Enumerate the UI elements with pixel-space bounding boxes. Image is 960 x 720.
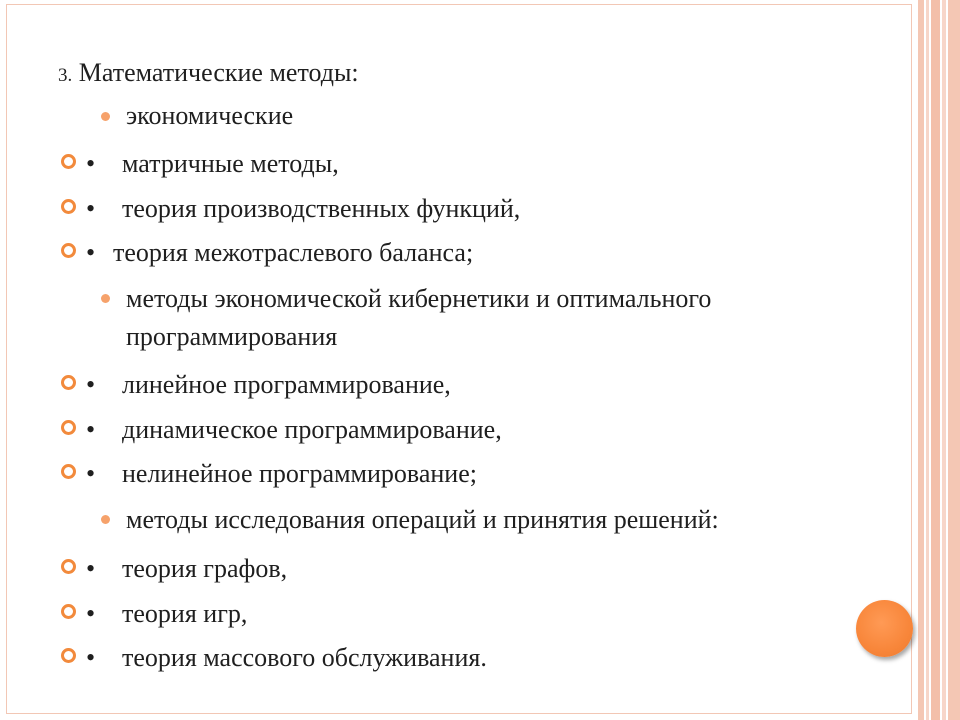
list-item-text: теория производственных функций, bbox=[122, 194, 521, 223]
ring-bullet-icon bbox=[61, 199, 76, 214]
sub-bullet-dot-icon bbox=[101, 112, 110, 121]
ring-bullet-icon bbox=[61, 420, 76, 435]
list-item-text: теория графов, bbox=[122, 554, 288, 583]
decorative-stripe bbox=[931, 0, 940, 720]
slide-heading bbox=[58, 58, 359, 91]
ring-bullet-icon bbox=[61, 243, 76, 258]
bullet-glyph: • bbox=[86, 459, 96, 488]
sub-item-text-continued: программирования bbox=[126, 322, 338, 351]
ring-bullet-icon bbox=[61, 154, 76, 169]
list-item-text: динамическое программирование, bbox=[122, 415, 502, 444]
sub-item-text: экономические bbox=[126, 101, 294, 130]
sub-bullet-dot-icon bbox=[101, 515, 110, 524]
decorative-stripe bbox=[942, 0, 946, 720]
list-item-text: теория массового обслуживания. bbox=[122, 643, 487, 672]
decorative-stripe bbox=[918, 0, 924, 720]
bullet-glyph: • bbox=[86, 643, 96, 672]
ring-bullet-icon bbox=[61, 559, 76, 574]
ring-bullet-icon bbox=[61, 648, 76, 663]
list-item-text: нелинейное программирование; bbox=[122, 459, 477, 488]
sub-bullet-dot-icon bbox=[101, 294, 110, 303]
decorative-stripe bbox=[926, 0, 929, 720]
bullet-glyph: • bbox=[86, 599, 96, 628]
bullet-glyph: • bbox=[86, 149, 96, 178]
decorative-orange-circle bbox=[856, 600, 913, 657]
list-item-text: теория игр, bbox=[122, 599, 248, 628]
list-item-text: линейное программирование, bbox=[122, 370, 451, 399]
ring-bullet-icon bbox=[61, 604, 76, 619]
bullet-glyph: • bbox=[86, 238, 96, 267]
bullet-glyph: • bbox=[86, 194, 96, 223]
list-item-text: матричные методы, bbox=[122, 149, 339, 178]
ring-bullet-icon bbox=[61, 464, 76, 479]
bullet-glyph: • bbox=[86, 415, 96, 444]
bullet-glyph: • bbox=[86, 370, 96, 399]
sub-item-text: методы исследования операций и принятия решений: bbox=[126, 505, 719, 534]
list-item-text: теория межотраслевого баланса; bbox=[113, 238, 474, 267]
bullet-glyph: • bbox=[86, 554, 96, 583]
sub-item-text: методы экономической кибернетики и оптимального bbox=[126, 284, 712, 313]
heading-text: Математические методы: bbox=[78, 58, 359, 87]
heading-number: 3. bbox=[58, 65, 73, 86]
decorative-stripe bbox=[948, 0, 960, 720]
ring-bullet-icon bbox=[61, 375, 76, 390]
